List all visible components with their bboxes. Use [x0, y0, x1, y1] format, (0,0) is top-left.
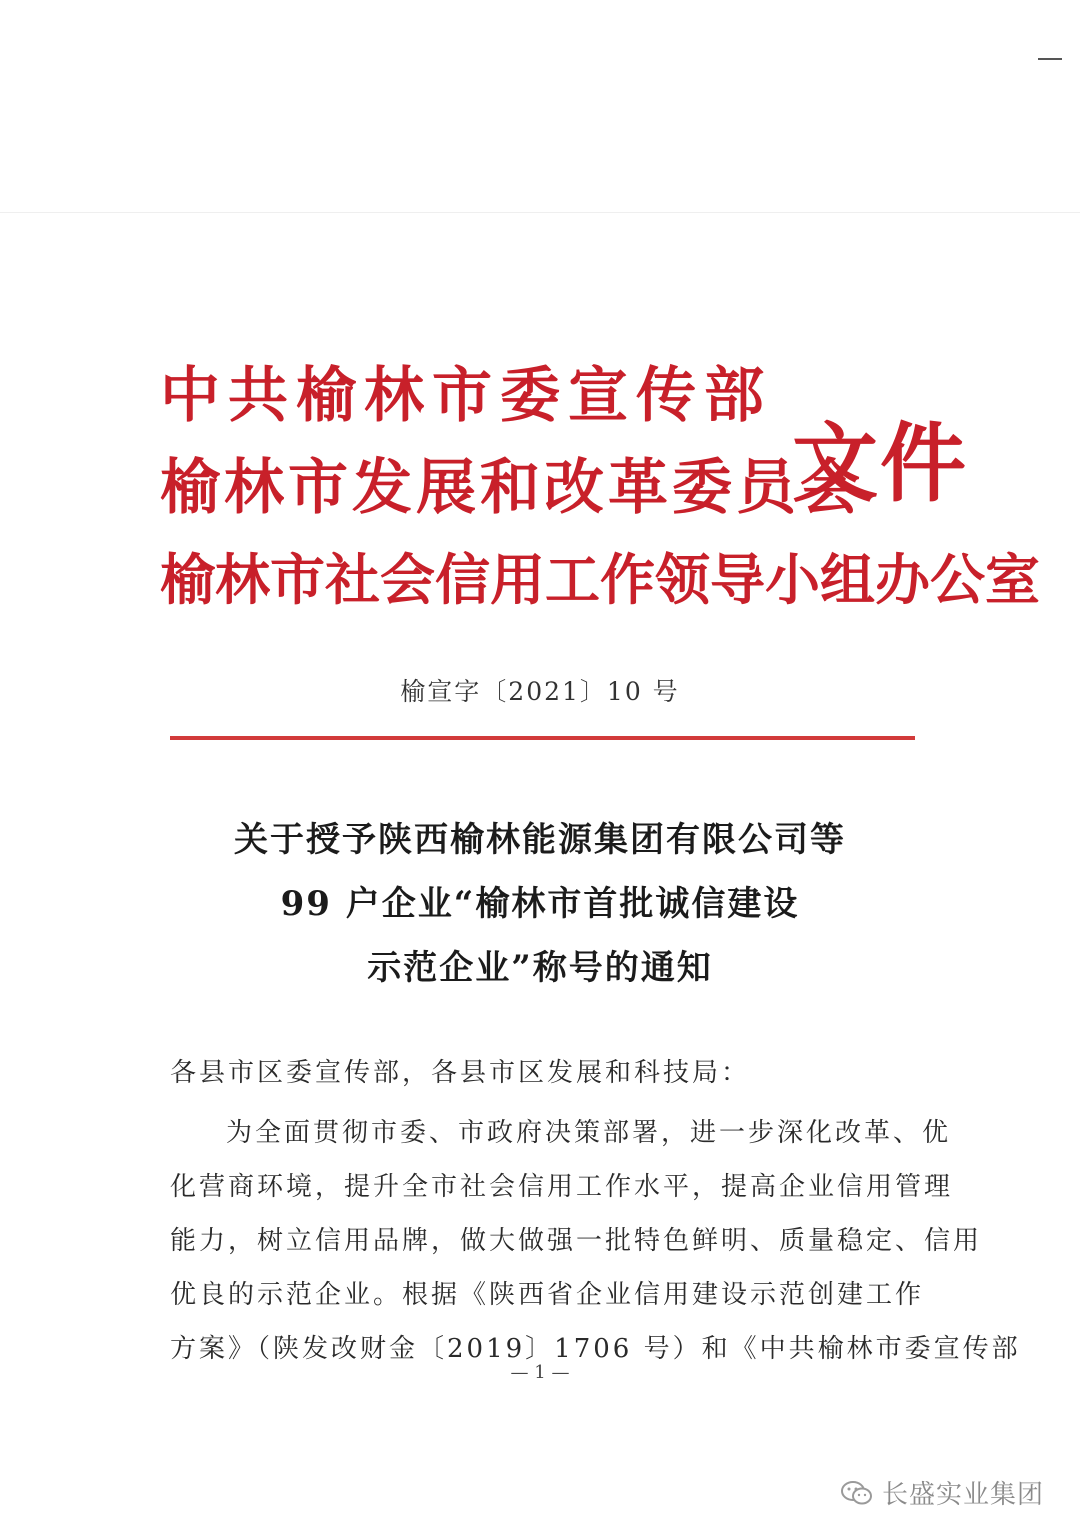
document-number: 榆宣字〔2021〕10 号: [400, 677, 680, 706]
title-line-1: 关于授予陕西榆林能源集团有限公司等: [234, 820, 846, 860]
title-line-2: 99 户企业“榆林市首批诚信建设: [280, 884, 800, 924]
title-line-3: 示范企业”称号的通知: [367, 948, 713, 988]
issuer-line-3: 榆林市社会信用工作领导小组办公室: [160, 548, 1041, 612]
issuer-line-2: 榆林市发展和改革委员会: [160, 453, 864, 523]
body-line: 能力，树立信用品牌，做大做强一批特色鲜明、质量稳定、信用: [170, 1226, 983, 1256]
body-line: 优良的示范企业。根据《陕西省企业信用建设示范创建工作: [170, 1280, 925, 1310]
scan-fold-line: [0, 212, 1080, 213]
body-line: 为全面贯彻市委、市政府决策部署，进一步深化改革、优: [226, 1118, 952, 1148]
document-label: 文件: [792, 414, 968, 514]
wechat-icon: [840, 1480, 874, 1506]
watermark-text: 长盛实业集团: [882, 1480, 1045, 1510]
body-paragraph: [170, 1106, 1021, 1376]
corner-mark: [1038, 58, 1062, 60]
body-line: 化营商环境，提升全市社会信用工作水平，提高企业信用管理: [170, 1172, 954, 1202]
red-separator-rule: [170, 736, 915, 740]
page-number: — 1 —: [510, 1362, 570, 1383]
watermark: [840, 1474, 1044, 1511]
notice-title: [0, 808, 1080, 1000]
body-line: 方案》（陕发改财金〔2019〕1706 号）和《中共榆林市委宣传部: [170, 1334, 1021, 1364]
issuer-line-1: 中共榆林市委宣传部: [160, 361, 772, 431]
salutation: 各县市区委宣传部，各县市区发展和科技局：: [170, 1058, 751, 1088]
